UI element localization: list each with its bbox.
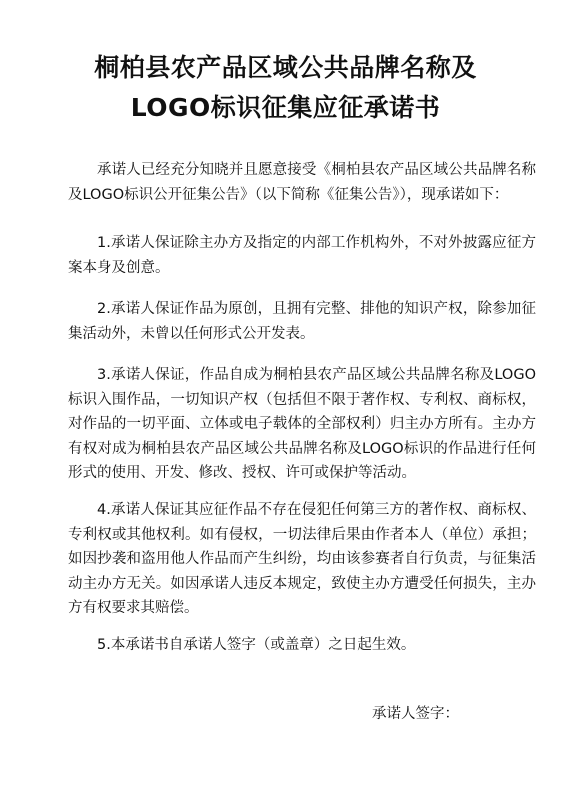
title-line-1: 桐柏县农产品区域公共品牌名称及 bbox=[94, 53, 477, 82]
clause-5-paragraph: 5.本承诺书自承诺人签字（或盖章）之日起生效。 bbox=[97, 637, 416, 653]
clause-3-paragraph: 3.承诺人保证，作品自成为桐柏县农产品区域公共品牌名称及LOGO标识入围作品，一切知识产权（包括但不限于著作权、专利权、商标权，对作品的一切平面、立体或电子载体的全部权利）归主办方所有。主办方有权对成为桐柏县农产品区域公共品牌名称及LOGO标识的作品进行任何形式的使用、开发、修改、授权、许可或保护等活动。 bbox=[68, 367, 536, 481]
title-line-2: LOGO标识征集应征承诺书 bbox=[130, 93, 441, 122]
clause-1-paragraph: 1.承诺人保证除主办方及指定的内部工作机构外，不对外披露应征方案本身及创意。 bbox=[68, 235, 536, 276]
intro-paragraph: 承诺人已经充分知晓并且愿意接受《桐柏县农产品区域公共品牌名称及LOGO标识公开征集公告》（以下简称《征集公告》），现承诺如下： bbox=[68, 162, 536, 203]
document-title bbox=[60, 48, 511, 128]
signature-label: 承诺人签字： bbox=[372, 706, 459, 722]
clause-4-paragraph: 4.承诺人保证其应征作品不存在侵犯任何第三方的著作权、商标权、专利权或其他权利。如有侵权，一切法律后果由作者本人（单位）承担；如因抄袭和盗用他人作品而产生纠纷，均由该参赛者自行负责，与征集活动主办方无关。如因承诺人违反本规定，致使主办方遭受任何损失，主办方有权要求其赔偿。 bbox=[68, 502, 536, 616]
clause-2-paragraph: 2.承诺人保证作品为原创，且拥有完整、排他的知识产权，除参加征集活动外，未曾以任何形式公开发表。 bbox=[68, 301, 536, 342]
